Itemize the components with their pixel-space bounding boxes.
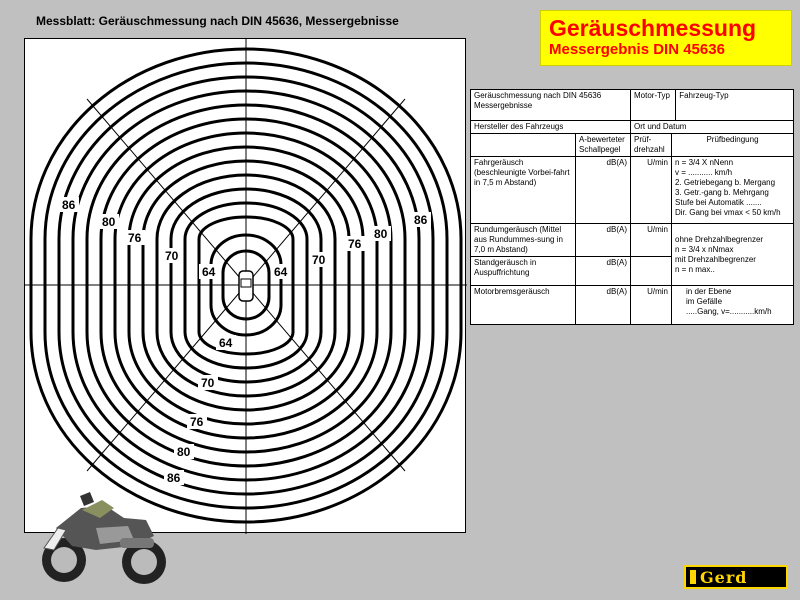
label-right-70: 70 — [312, 253, 326, 267]
row-rund-conditions — [672, 224, 794, 286]
empty-header-cell — [471, 134, 576, 157]
hersteller-cell: Hersteller des Fahrzeugs — [471, 121, 631, 134]
cond-line: n = 3/4 X nNenn — [675, 158, 734, 167]
label-left-80: 80 — [102, 215, 116, 229]
cond-line: ohne Drehzahlbegrenzer — [675, 235, 764, 244]
col-pruefbedingung: Prüfbedingung — [672, 134, 794, 157]
label-right-64: 64 — [274, 265, 288, 279]
cond-line: Dir. Gang bei vmax < 50 km/h — [675, 208, 781, 217]
label-left-70: 70 — [165, 249, 179, 263]
cond-line: in der Ebene — [686, 287, 732, 296]
row-rund-rpm: U/min — [631, 224, 672, 257]
label-bottom-86: 86 — [167, 471, 181, 485]
col-schallpegel: A-bewerteter Schallpegel — [576, 134, 631, 157]
row-stand-unit: dB(A) — [576, 257, 631, 286]
table-row — [471, 121, 794, 134]
motor-typ-cell: Motor-Typ — [631, 90, 676, 121]
fahrzeug-typ-cell: Fahrzeug-Typ — [676, 90, 794, 121]
table-header-title: Geräuschmessung nach DIN 45636 Messergebnisse — [471, 90, 631, 121]
table-row — [471, 134, 794, 157]
cond-line: mit Drehzahlbegrenzer — [675, 255, 756, 264]
label-bottom-76: 76 — [190, 415, 204, 429]
cond-line: .....Gang, v=...........km/h — [686, 307, 772, 316]
table-row — [471, 90, 794, 121]
cond-line: 2. Getriebegang b. Mergang — [675, 178, 776, 187]
logo-text: Gerd — [700, 568, 748, 587]
row-stand-label: Standgeräusch in Auspuffrichtung — [471, 257, 576, 286]
label-left-86: 86 — [62, 198, 76, 212]
row-rund-label: Rundumgeräusch (Mittel aus Rundummes-sung in 7,0 m Abstand) — [471, 224, 576, 257]
label-right-80: 80 — [374, 227, 388, 241]
row-motor-rpm: U/min — [631, 286, 672, 325]
table-row — [471, 157, 794, 224]
banner-subtitle: Messergebnis DIN 45636 — [549, 41, 725, 58]
motorcycle-image — [36, 488, 176, 588]
ort-datum-cell: Ort und Datum — [631, 121, 794, 134]
row-fahr-conditions — [672, 157, 794, 224]
row-motor-conditions — [672, 286, 794, 325]
cond-line: im Gefälle — [686, 297, 723, 306]
label-left-64: 64 — [202, 265, 216, 279]
measurement-table — [470, 89, 794, 325]
label-bottom-80: 80 — [177, 445, 191, 459]
cond-line: n = 3/4 x nNmax — [675, 245, 734, 254]
row-fahr-label: Fahrgeräusch (beschleunigte Vorbei-fahrt in 7,5 m Abstand) — [471, 157, 576, 224]
cond-line: 3. Getr.-gang b. Mehrgang — [675, 188, 769, 197]
row-fahr-unit: dB(A) — [576, 157, 631, 224]
col-pruefdrehzahl: Prüf-drehzahl — [631, 134, 672, 157]
contour-svg — [25, 39, 467, 534]
cond-line: Stufe bei Automatik ....... — [675, 198, 762, 207]
label-right-86: 86 — [414, 213, 428, 227]
cond-line: n = n max.. — [675, 265, 715, 274]
sheet-title: Messblatt: Geräuschmessung nach DIN 45636, Messergebnisse — [36, 14, 399, 28]
title-banner — [540, 10, 792, 66]
banner-title: Geräuschmessung — [549, 15, 757, 41]
label-right-76: 76 — [348, 237, 362, 251]
table-row — [471, 224, 794, 257]
label-left-76: 76 — [128, 231, 142, 245]
table-row — [471, 286, 794, 325]
label-bottom-64: 64 — [219, 336, 233, 350]
label-bottom-70: 70 — [201, 376, 215, 390]
noise-contour-diagram — [24, 38, 466, 533]
row-fahr-rpm: U/min — [631, 157, 672, 224]
row-rund-unit: dB(A) — [576, 224, 631, 257]
row-motor-label: Motorbremsgeräusch — [471, 286, 576, 325]
gerd-logo — [684, 565, 788, 589]
row-stand-rpm-empty — [631, 257, 672, 286]
row-motor-unit: dB(A) — [576, 286, 631, 325]
cond-line: v = ........... km/h — [675, 168, 733, 177]
